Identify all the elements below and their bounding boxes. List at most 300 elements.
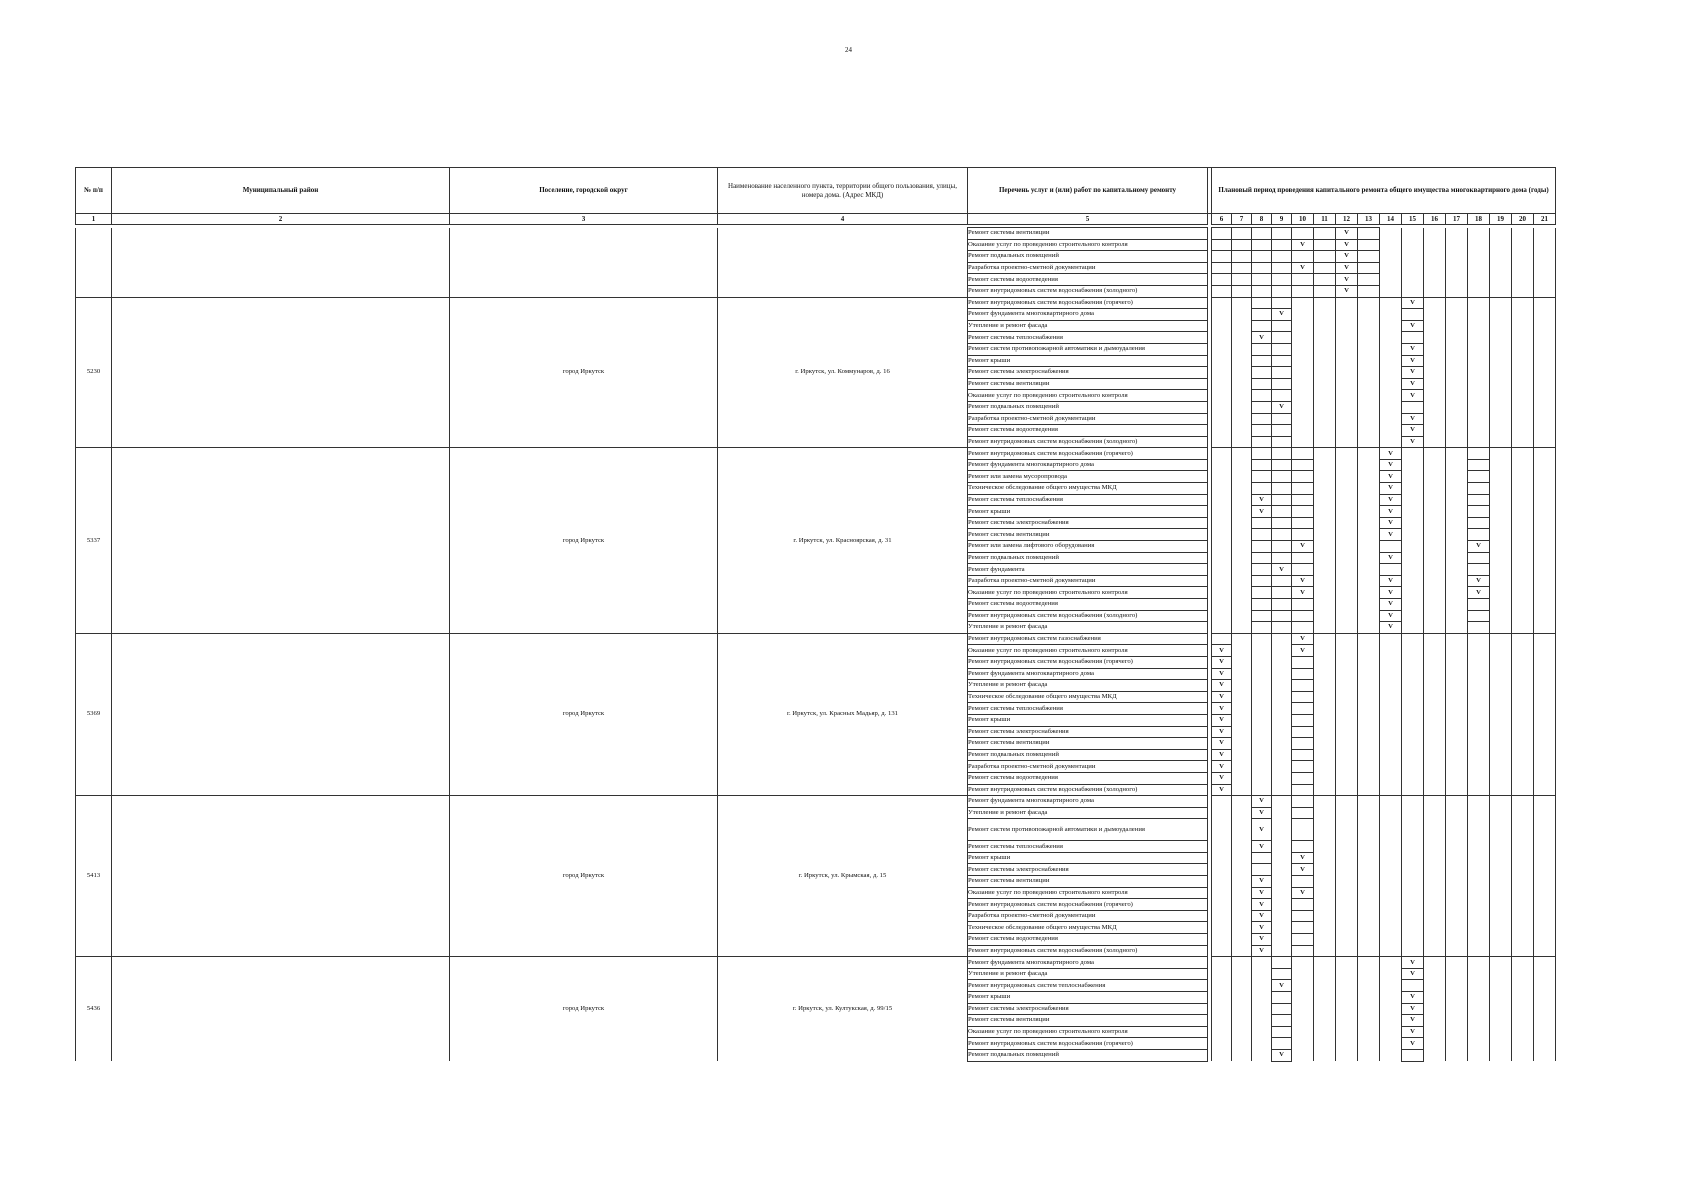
year-cell-9 <box>1272 1038 1292 1050</box>
year-cell-6 <box>1212 1015 1232 1027</box>
year-cell-7 <box>1232 378 1252 390</box>
work-name: Ремонт крыши <box>968 992 1208 1004</box>
year-cell-9 <box>1272 413 1292 425</box>
year-cell-7 <box>1232 992 1252 1004</box>
year-cell-9 <box>1272 494 1292 506</box>
year-cell-9 <box>1272 529 1292 541</box>
work-name: Утепление и ремонт фасада <box>968 968 1208 980</box>
year-cell-6 <box>1212 922 1232 934</box>
year-cell-10 <box>1292 656 1314 668</box>
year-cell-13 <box>1358 633 1380 645</box>
year-cell-12: V <box>1336 285 1358 297</box>
year-cell-15 <box>1402 599 1424 611</box>
year-cell-17 <box>1446 587 1468 599</box>
year-cell-20 <box>1512 887 1534 899</box>
year-cell-8 <box>1252 285 1272 297</box>
year-cell-9 <box>1272 726 1292 738</box>
year-cell-14: V <box>1380 552 1402 564</box>
year-cell-13 <box>1358 968 1380 980</box>
year-cell-12 <box>1336 922 1358 934</box>
year-cell-10 <box>1292 378 1314 390</box>
year-cell-13 <box>1358 297 1380 309</box>
work-name: Оказание услуг по проведению строительного контроля <box>968 587 1208 599</box>
year-cell-8 <box>1252 968 1272 980</box>
year-cell-13 <box>1358 796 1380 808</box>
year-cell-17 <box>1446 599 1468 611</box>
year-cell-16 <box>1424 541 1446 553</box>
year-cell-21 <box>1534 471 1556 483</box>
year-cell-12 <box>1336 876 1358 888</box>
year-cell-8 <box>1252 390 1272 402</box>
year-cell-8: V <box>1252 807 1272 819</box>
year-cell-14 <box>1380 1026 1402 1038</box>
year-cell-20 <box>1512 332 1534 344</box>
year-cell-7 <box>1232 262 1252 274</box>
year-cell-21 <box>1534 934 1556 946</box>
year-cell-14 <box>1380 749 1402 761</box>
year-cell-9: V <box>1272 564 1292 576</box>
year-cell-6 <box>1212 599 1232 611</box>
year-cell-17 <box>1446 796 1468 808</box>
year-cell-15 <box>1402 459 1424 471</box>
year-cell-21 <box>1534 320 1556 332</box>
year-cell-19 <box>1490 285 1512 297</box>
year-cell-11 <box>1314 957 1336 969</box>
year-cell-6 <box>1212 1038 1232 1050</box>
group-municipal-district <box>112 633 450 795</box>
year-cell-18 <box>1468 796 1490 808</box>
year-cell-12 <box>1336 656 1358 668</box>
year-cell-7 <box>1232 841 1252 853</box>
year-cell-8 <box>1252 529 1272 541</box>
year-cell-7 <box>1232 285 1252 297</box>
year-cell-10 <box>1292 610 1314 622</box>
year-cell-14 <box>1380 1015 1402 1027</box>
year-cell-15 <box>1402 887 1424 899</box>
year-cell-7 <box>1232 506 1252 518</box>
year-cell-11 <box>1314 841 1336 853</box>
year-cell-14 <box>1380 876 1402 888</box>
year-cell-6 <box>1212 425 1232 437</box>
year-cell-7 <box>1232 390 1252 402</box>
work-name: Ремонт системы теплоснабжения <box>968 841 1208 853</box>
year-cell-11 <box>1314 968 1336 980</box>
year-cell-9 <box>1272 622 1292 634</box>
year-cell-9 <box>1272 957 1292 969</box>
column-number-15: 15 <box>1402 214 1424 225</box>
year-cell-6 <box>1212 1003 1232 1015</box>
year-cell-13 <box>1358 957 1380 969</box>
year-cell-17 <box>1446 819 1468 841</box>
year-cell-15: V <box>1402 413 1424 425</box>
year-cell-8 <box>1252 541 1272 553</box>
year-cell-15 <box>1402 575 1424 587</box>
year-cell-10 <box>1292 390 1314 402</box>
year-cell-15 <box>1402 645 1424 657</box>
year-cell-13 <box>1358 864 1380 876</box>
year-cell-13 <box>1358 934 1380 946</box>
year-cell-19 <box>1490 506 1512 518</box>
year-cell-9 <box>1272 738 1292 750</box>
year-cell-14 <box>1380 1038 1402 1050</box>
year-cell-7 <box>1232 703 1252 715</box>
year-cell-18 <box>1468 992 1490 1004</box>
year-cell-9 <box>1272 459 1292 471</box>
year-cell-16 <box>1424 1038 1446 1050</box>
year-cell-9 <box>1272 541 1292 553</box>
year-cell-7 <box>1232 436 1252 448</box>
work-name: Ремонт крыши <box>968 355 1208 367</box>
year-cell-18 <box>1468 297 1490 309</box>
year-cell-21 <box>1534 691 1556 703</box>
year-cell-6 <box>1212 483 1232 495</box>
year-cell-12 <box>1336 738 1358 750</box>
year-cell-21 <box>1534 772 1556 784</box>
year-cell-8 <box>1252 645 1272 657</box>
year-cell-11 <box>1314 587 1336 599</box>
year-cell-7 <box>1232 922 1252 934</box>
year-cell-18 <box>1468 262 1490 274</box>
year-cell-17 <box>1446 228 1468 240</box>
work-name: Ремонт системы теплоснабжения <box>968 332 1208 344</box>
year-cell-17 <box>1446 1015 1468 1027</box>
year-cell-14 <box>1380 922 1402 934</box>
year-cell-8: V <box>1252 945 1272 957</box>
year-cell-6 <box>1212 459 1232 471</box>
year-cell-7 <box>1232 934 1252 946</box>
year-cell-15: V <box>1402 957 1424 969</box>
year-cell-6 <box>1212 575 1232 587</box>
year-cell-20 <box>1512 796 1534 808</box>
year-cell-8 <box>1252 980 1272 992</box>
work-name: Утепление и ремонт фасада <box>968 320 1208 332</box>
year-cell-10 <box>1292 1026 1314 1038</box>
year-cell-11 <box>1314 425 1336 437</box>
year-cell-18 <box>1468 945 1490 957</box>
year-cell-13 <box>1358 807 1380 819</box>
year-cell-17 <box>1446 749 1468 761</box>
year-cell-21 <box>1534 957 1556 969</box>
year-cell-10 <box>1292 274 1314 286</box>
year-cell-8 <box>1252 355 1272 367</box>
year-cell-14 <box>1380 992 1402 1004</box>
year-cell-20 <box>1512 656 1534 668</box>
year-cell-14: V <box>1380 599 1402 611</box>
year-cell-13 <box>1358 390 1380 402</box>
year-cell-11 <box>1314 714 1336 726</box>
year-cell-19 <box>1490 1038 1512 1050</box>
year-cell-21 <box>1534 541 1556 553</box>
year-cell-21 <box>1534 425 1556 437</box>
year-cell-6 <box>1212 239 1232 251</box>
year-cell-16 <box>1424 703 1446 715</box>
year-cell-8 <box>1252 726 1272 738</box>
year-cell-14: V <box>1380 575 1402 587</box>
year-cell-15 <box>1402 668 1424 680</box>
year-cell-7 <box>1232 367 1252 379</box>
year-cell-8 <box>1252 425 1272 437</box>
work-name: Ремонт внутридомовых систем теплоснабжения <box>968 980 1208 992</box>
year-cell-16 <box>1424 506 1446 518</box>
year-cell-20 <box>1512 343 1534 355</box>
year-cell-12 <box>1336 541 1358 553</box>
year-cell-9 <box>1272 297 1292 309</box>
year-cell-17 <box>1446 251 1468 263</box>
year-cell-15: V <box>1402 425 1424 437</box>
year-cell-13 <box>1358 980 1380 992</box>
year-cell-20 <box>1512 980 1534 992</box>
year-cell-6 <box>1212 945 1232 957</box>
work-row <box>76 633 1556 645</box>
year-cell-16 <box>1424 749 1446 761</box>
year-cell-19 <box>1490 945 1512 957</box>
year-cell-18 <box>1468 668 1490 680</box>
year-cell-11 <box>1314 239 1336 251</box>
year-cell-7 <box>1232 599 1252 611</box>
year-cell-12 <box>1336 297 1358 309</box>
year-cell-13 <box>1358 355 1380 367</box>
year-cell-7 <box>1232 772 1252 784</box>
year-cell-13 <box>1358 680 1380 692</box>
year-cell-19 <box>1490 1026 1512 1038</box>
year-cell-6 <box>1212 320 1232 332</box>
year-cell-8 <box>1252 1038 1272 1050</box>
year-cell-6 <box>1212 228 1232 240</box>
year-cell-7 <box>1232 656 1252 668</box>
year-cell-10 <box>1292 228 1314 240</box>
year-cell-21 <box>1534 726 1556 738</box>
year-cell-14 <box>1380 436 1402 448</box>
year-cell-10 <box>1292 714 1314 726</box>
group-address: г. Иркутск, ул. Култукская, д. 99/15 <box>718 957 968 1061</box>
year-cell-14 <box>1380 668 1402 680</box>
year-cell-18 <box>1468 934 1490 946</box>
year-cell-15 <box>1402 228 1424 240</box>
year-cell-12 <box>1336 471 1358 483</box>
work-name: Ремонт внутридомовых систем водоснабжения (холодного) <box>968 285 1208 297</box>
year-cell-20 <box>1512 320 1534 332</box>
year-cell-9 <box>1272 761 1292 773</box>
year-cell-9 <box>1272 483 1292 495</box>
year-cell-8: V <box>1252 910 1272 922</box>
year-cell-16 <box>1424 899 1446 911</box>
year-cell-15: V <box>1402 320 1424 332</box>
year-cell-9 <box>1272 841 1292 853</box>
year-cell-6: V <box>1212 738 1232 750</box>
year-cell-15 <box>1402 899 1424 911</box>
header-col-number: № п/п <box>76 168 112 214</box>
year-cell-7 <box>1232 494 1252 506</box>
year-cell-16 <box>1424 401 1446 413</box>
year-cell-14 <box>1380 309 1402 321</box>
year-cell-7 <box>1232 852 1252 864</box>
year-cell-20 <box>1512 436 1534 448</box>
year-cell-14 <box>1380 864 1402 876</box>
year-cell-13 <box>1358 703 1380 715</box>
year-cell-10: V <box>1292 645 1314 657</box>
group-row-number: 5230 <box>76 297 112 448</box>
column-number-20: 20 <box>1512 214 1534 225</box>
year-cell-14: V <box>1380 622 1402 634</box>
year-cell-17 <box>1446 239 1468 251</box>
year-cell-16 <box>1424 599 1446 611</box>
year-cell-18 <box>1468 876 1490 888</box>
year-cell-10 <box>1292 980 1314 992</box>
year-cell-17 <box>1446 680 1468 692</box>
column-number-4: 4 <box>718 214 968 225</box>
year-cell-20 <box>1512 934 1534 946</box>
year-cell-13 <box>1358 691 1380 703</box>
year-cell-18 <box>1468 980 1490 992</box>
year-cell-14 <box>1380 945 1402 957</box>
year-cell-17 <box>1446 378 1468 390</box>
group-municipal-district <box>112 448 450 634</box>
year-cell-11 <box>1314 980 1336 992</box>
year-cell-14 <box>1380 841 1402 853</box>
year-cell-17 <box>1446 772 1468 784</box>
year-cell-12: V <box>1336 251 1358 263</box>
year-cell-13 <box>1358 749 1380 761</box>
year-cell-12 <box>1336 517 1358 529</box>
year-cell-17 <box>1446 483 1468 495</box>
year-cell-19 <box>1490 599 1512 611</box>
year-cell-6 <box>1212 852 1232 864</box>
column-number-8: 8 <box>1252 214 1272 225</box>
year-cell-18 <box>1468 633 1490 645</box>
year-cell-6 <box>1212 633 1232 645</box>
year-cell-12 <box>1336 864 1358 876</box>
year-cell-21 <box>1534 899 1556 911</box>
year-cell-15 <box>1402 506 1424 518</box>
year-cell-12 <box>1336 494 1358 506</box>
capital-repair-schedule-sheet <box>75 167 1549 1068</box>
year-cell-11 <box>1314 1038 1336 1050</box>
year-cell-8: V <box>1252 934 1272 946</box>
year-cell-20 <box>1512 852 1534 864</box>
year-cell-8 <box>1252 413 1272 425</box>
year-cell-20 <box>1512 1003 1534 1015</box>
year-cell-8 <box>1252 864 1272 876</box>
year-cell-18 <box>1468 852 1490 864</box>
year-cell-17 <box>1446 541 1468 553</box>
year-cell-14 <box>1380 320 1402 332</box>
year-cell-10 <box>1292 992 1314 1004</box>
year-cell-9 <box>1272 772 1292 784</box>
work-name: Техническое обследование общего имущества МКД <box>968 922 1208 934</box>
year-cell-18 <box>1468 367 1490 379</box>
year-cell-16 <box>1424 494 1446 506</box>
year-cell-10 <box>1292 1015 1314 1027</box>
year-cell-12 <box>1336 749 1358 761</box>
year-cell-7 <box>1232 401 1252 413</box>
work-name: Ремонт внутридомовых систем газоснабжения <box>968 633 1208 645</box>
column-number-5: 5 <box>968 214 1208 225</box>
year-cell-15: V <box>1402 436 1424 448</box>
column-number-1: 1 <box>76 214 112 225</box>
year-cell-16 <box>1424 517 1446 529</box>
year-cell-18 <box>1468 599 1490 611</box>
year-cell-10 <box>1292 459 1314 471</box>
year-cell-17 <box>1446 436 1468 448</box>
year-cell-6: V <box>1212 714 1232 726</box>
year-cell-13 <box>1358 910 1380 922</box>
year-cell-11 <box>1314 796 1336 808</box>
year-cell-16 <box>1424 355 1446 367</box>
year-cell-11 <box>1314 320 1336 332</box>
year-cell-7 <box>1232 1026 1252 1038</box>
year-cell-19 <box>1490 587 1512 599</box>
year-cell-19 <box>1490 343 1512 355</box>
work-name: Оказание услуг по проведению строительного контроля <box>968 1026 1208 1038</box>
year-cell-6 <box>1212 864 1232 876</box>
year-cell-6: V <box>1212 703 1232 715</box>
year-cell-14 <box>1380 541 1402 553</box>
year-cell-12 <box>1336 483 1358 495</box>
year-cell-7 <box>1232 425 1252 437</box>
year-cell-20 <box>1512 992 1534 1004</box>
year-cell-15 <box>1402 274 1424 286</box>
year-cell-12: V <box>1336 274 1358 286</box>
year-cell-11 <box>1314 552 1336 564</box>
year-cell-12 <box>1336 680 1358 692</box>
year-cell-19 <box>1490 483 1512 495</box>
year-cell-20 <box>1512 459 1534 471</box>
year-cell-10: V <box>1292 864 1314 876</box>
year-cell-6 <box>1212 494 1232 506</box>
year-cell-19 <box>1490 968 1512 980</box>
year-cell-21 <box>1534 761 1556 773</box>
year-cell-12 <box>1336 367 1358 379</box>
year-cell-11 <box>1314 852 1336 864</box>
year-cell-11 <box>1314 413 1336 425</box>
year-cell-17 <box>1446 494 1468 506</box>
year-cell-17 <box>1446 738 1468 750</box>
year-cell-7 <box>1232 355 1252 367</box>
year-cell-20 <box>1512 610 1534 622</box>
year-cell-19 <box>1490 425 1512 437</box>
year-cell-18 <box>1468 285 1490 297</box>
year-cell-21 <box>1534 564 1556 576</box>
year-cell-6 <box>1212 934 1232 946</box>
year-cell-14 <box>1380 1003 1402 1015</box>
year-cell-11 <box>1314 494 1336 506</box>
year-cell-6 <box>1212 622 1232 634</box>
year-cell-17 <box>1446 401 1468 413</box>
year-cell-13 <box>1358 274 1380 286</box>
year-cell-21 <box>1534 1015 1556 1027</box>
year-cell-7 <box>1232 864 1252 876</box>
year-cell-16 <box>1424 274 1446 286</box>
year-cell-8 <box>1252 564 1272 576</box>
year-cell-6: V <box>1212 726 1232 738</box>
year-cell-6: V <box>1212 645 1232 657</box>
year-cell-12 <box>1336 957 1358 969</box>
work-name: Ремонт системы водоотведения <box>968 425 1208 437</box>
year-cell-16 <box>1424 1026 1446 1038</box>
year-cell-10 <box>1292 945 1314 957</box>
year-cell-15 <box>1402 622 1424 634</box>
year-cell-8 <box>1252 772 1272 784</box>
year-cell-21 <box>1534 390 1556 402</box>
column-number-9: 9 <box>1272 214 1292 225</box>
year-cell-17 <box>1446 413 1468 425</box>
year-cell-18 <box>1468 703 1490 715</box>
year-cell-11 <box>1314 251 1336 263</box>
year-cell-18 <box>1468 887 1490 899</box>
year-cell-10 <box>1292 401 1314 413</box>
year-cell-9 <box>1272 887 1292 899</box>
year-cell-20 <box>1512 262 1534 274</box>
